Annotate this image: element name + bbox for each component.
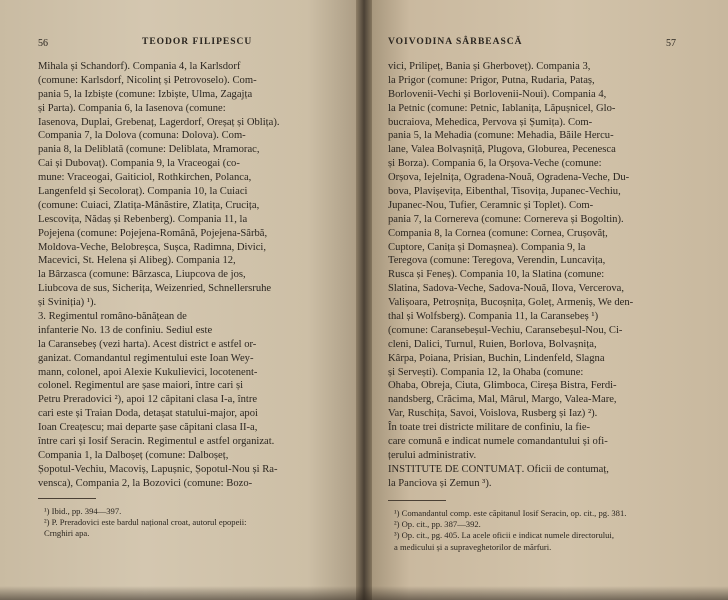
text-line: colonel. Regimentul are șase maiori, între cari și [38,380,244,392]
text-line: cleni, Dalici, Turnul, Ruien, Borlova, Bolvașnița, [388,338,597,350]
text-line: cari este și Traian Doda, detașat statului-major, apoi [38,408,258,420]
footnote-separator-left [38,498,96,499]
text-line: Cai și Dubovaț). Compania 9, la Vraceogai (co- [38,158,240,170]
left-page [0,0,362,600]
text-line: nandsberg, Crăcima, Mal, Mârul, Margo, Valea-Mare, [388,394,617,406]
text-line: Liubcova de sus, Sicherița, Weizenried, Schnellersruhe [38,283,272,295]
text-line: la Prigor (comune: Prigor, Putna, Rudaria, Pataș, [388,74,595,86]
footnote-line: ¹) Comandantul comp. este căpitanul Iosif Seracin, op. cit., pg. 381. [394,508,627,518]
text-line: mann, colonel, apoi Alexie Kukulievici, locotenent- [38,366,258,378]
left-footnotes [44,506,344,540]
text-line: 3. Regimentul româno-bănățean de [38,311,187,323]
text-line: Langenfeld și Secoloraț). Compania 10, la Cuiaci [38,186,248,198]
text-line: lane, Valea Bolvașniță, Plugova, Globurea, Pecenesca [388,144,616,156]
text-line: thal și Wolfsberg). Compania 11, la Caransebeș ¹) [388,311,599,323]
text-line: și Parta). Compania 6, la Iasenova (comune: [38,102,226,114]
text-line: Ohaba, Obreja, Ciuta, Glimboca, Cireșa Bistra, Ferdi- [388,380,617,392]
text-line: Lescovița, Nădaș și Rebenberg). Compania 11, la [38,213,248,225]
running-head-right: VOIVODINA SÂRBEASCĂ [388,37,523,47]
text-line: la Panciova și Zemun ³). [388,477,492,489]
text-line: (comune: Karlsdorf, Nicolinț și Petrovoselo). Com- [38,74,257,86]
text-line: Ioan Creațescu; mai departe șase căpitani clasa II-a, [38,422,258,434]
right-footnotes [394,508,704,553]
text-line: Borlovenii-Vechi și Borlovenii-Noui). Compania 4, [388,88,607,100]
text-line: pania 5, la Izbiște (comune: Izbiște, Ulma, Zagajța [38,88,253,100]
text-line: bova, Plavișevița, Eibenthal, Tisovița, Jupanec-Vechiu, [388,186,621,198]
text-line: Compania 1, la Dalboșeț (comune: Dalboșeț, [38,449,229,461]
text-line: vensca), Compania 2, la Bozovici (comune: Bozo- [38,477,253,489]
text-line: Rusca și Feneș). Compania 10, la Slatina (comune: [388,269,605,281]
left-body-text [38,60,348,491]
text-line: bucraiova, Mehedica, Pervova și Șumița). Com- [388,116,593,128]
text-line: Teregova (comune: Teregova, Verendin, Luncavița, [388,255,606,267]
text-line: și Borza). Compania 6, la Orșova-Veche (comune: [388,158,602,170]
footnote-line: ³) Op. cit., pg. 405. La acele oficii e indicat numele directorului, [394,530,614,541]
text-line: (comune: Caransebeșul-Vechiu, Caransebeșul-Nou, Ci- [388,324,623,336]
book-gutter [356,0,372,600]
footnote-line: Crnghiri apa. [44,528,90,539]
text-line: mune: Vraceogai, Gaiticiol, Rothkirchen, Polanca, [38,172,252,184]
bottom-shadow [0,586,728,600]
text-line: Macevici, St. Helena și Alibeg). Compania 12, [38,255,236,267]
text-line: și Sviniția) ¹). [38,297,97,309]
right-page [366,0,728,600]
text-line: Mihala și Schandorf). Compania 4, la Karlsdorf [38,61,241,72]
text-line: țerului administrativ. [388,449,477,461]
page-number-right: 57 [666,38,676,49]
text-line: Slatina, Sadova-Veche, Sadova-Nouă, Ilova, Vercerova, [388,283,625,295]
footnote-separator-right [388,500,446,501]
text-line: (comune: Cuiaci, Zlatița-Mânăstire, Zlatița, Crucița, [38,199,260,211]
text-line: care comună e indicat numele comandantului și ofi- [388,436,608,448]
footnote-line: a medicului și a supraveghetorilor de mărfuri. [394,541,552,552]
text-line: pania 8, la Deliblată (comune: Deliblata, Mramorac, [38,144,260,156]
text-line: la Petnic (comune: Petnic, Iablanița, Lăpușnicel, Glo- [388,102,616,114]
text-line: infanterie No. 13 de confiniu. Sediul este [38,324,213,336]
text-line: Var, Ruschița, Savoi, Voislova, Rusberg și Iaz) ²). [388,408,598,420]
text-line: Iasenova, Duplai, Grebenaț, Lagerdorf, Oreșaț și Oblița). [38,116,280,128]
right-body-text [388,60,704,491]
text-line: INSTITUTE DE CONTUMAȚ. Oficii de contumaț, [388,463,609,475]
text-line: Compania 8, la Cornea (comune: Cornea, Crușovăț, [388,227,608,239]
text-line: Petru Preradovici ²), apoi 12 căpitani clasa I-a, între [38,394,258,406]
text-line: pania 7, la Cornereva (comune: Cornereva și Bogoltin). [388,213,624,225]
text-line: ganizat. Comandantul regimentului este Ioan Wey- [38,352,254,364]
text-line: Moldova-Veche, Belobreșca, Sușca, Radimna, Divici, [38,241,266,253]
footnote-line: ²) Op. cit., pp. 387—392. [394,519,481,530]
text-line: între cari și Iosif Seracin. Regimentul e astfel organizat. [38,436,275,448]
text-line: Compania 7, la Dolova (comuna: Dolova). Com- [38,130,246,142]
text-line: Jupanec-Nou, Tufier, Ceramnic și Toplet). Com- [388,199,594,211]
text-line: Cuptore, Canița și Domașnea). Compania 9, la [388,241,586,253]
footnote-line: ¹) Ibid., pp. 394—397. [44,506,122,516]
text-line: Pojejena (comune: Pojejena-Română, Pojejena-Sârbă, [38,227,268,239]
text-line: În toate trei districte militare de confiniu, la fie- [388,422,591,434]
running-head-left: TEODOR FILIPESCU [142,37,253,47]
text-line: Kârpa, Poiana, Prisian, Buchin, Lindenfeld, Slagna [388,352,605,364]
text-line: la Caransebeș (vezi harta). Acest district e astfel or- [38,338,257,350]
text-line: vici, Prilipeț, Bania și Gherboveț). Compania 3, [388,61,591,72]
footnote-line: ²) P. Preradovici este bardul național croat, autorul epopeii: [44,517,247,528]
page-number-left: 56 [38,38,48,49]
text-line: Orșova, Iejelnița, Ogradena-Nouă, Ogradena-Veche, Du- [388,172,630,184]
text-line: la Bârzasca (comune: Bârzasca, Liupcova de jos, [38,269,246,281]
text-line: Șopotul-Vechiu, Macoviș, Lapușnic, Șopotul-Nou și Ra- [38,463,278,475]
text-line: Valișoara, Petroșnița, Bucoșnița, Goleț, Armeniș, We den- [388,297,634,309]
text-line: și Servești). Compania 12, la Ohaba (comune: [388,366,584,378]
text-line: pania 5, la Mehadia (comune: Mehadia, Băile Hercu- [388,130,614,142]
